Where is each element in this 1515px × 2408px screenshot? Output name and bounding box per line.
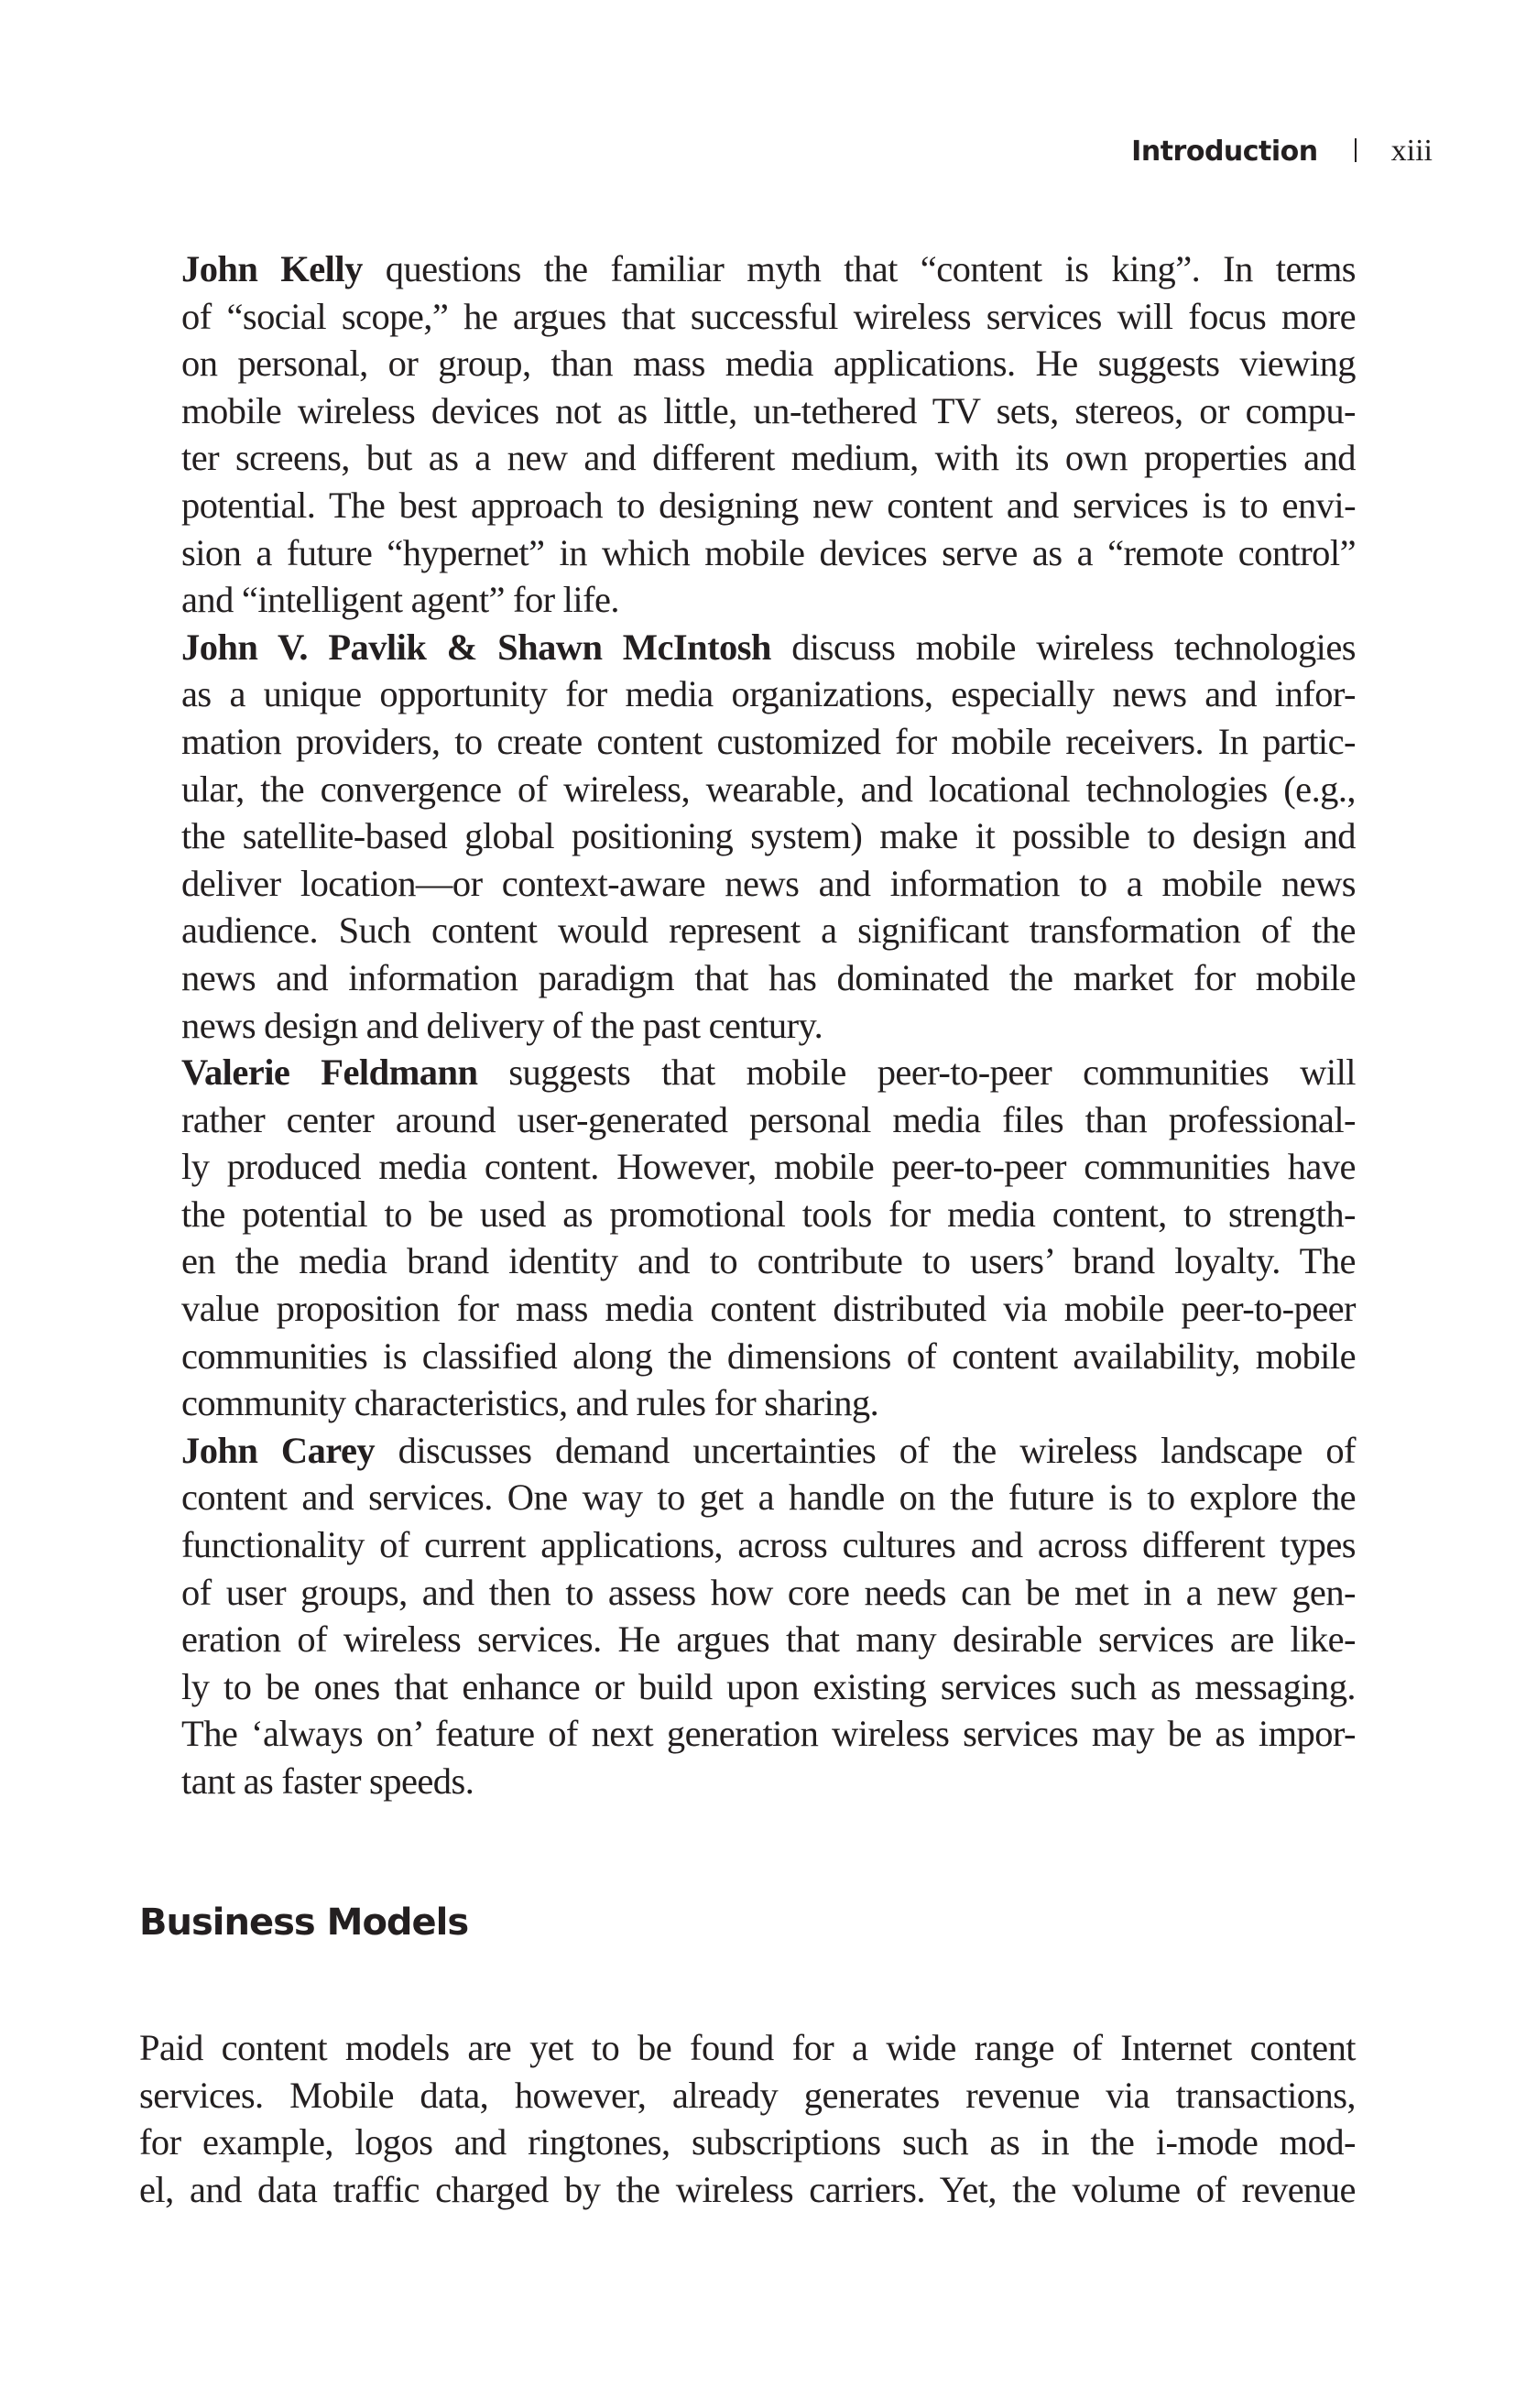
running-head: [1131, 134, 1433, 169]
running-head-separator: [1355, 138, 1357, 162]
business-models-paragraph: Paid content models are yet to be found for a wide range of Internet content services. Mobile data, however, already generates revenue via transactions, for example, logos and ringtones, subscriptions such as in the i-mode mod- el, and data traffic charged by the wireless carriers. Yet, the volume of revenue: [139, 2027, 1356, 2210]
page-number: xiii: [1390, 134, 1433, 168]
summary-paragraph-kelly: John Kelly questions the familiar myth that “content is king”. In terms of “social scope,” he argues that successful wireless services will focus more on personal, or group, than mass media applications. He suggests viewing mobile wireless devices not as little, un-tethered TV sets, stereos, or compu- ter screens, but as a new and different medium, with its own properties and potential. The best approach to designing new content and services is to envi- sion a future “hypernet” in which mobile devices serve as a “remote control” and “intelligent agent” for life.: [181, 248, 1356, 621]
author-name: John Kelly: [181, 248, 363, 289]
author-name: John V. Pavlik & Shawn McIntosh: [181, 626, 771, 668]
section-heading-business-models: Business Models: [139, 1901, 469, 1944]
running-head-section-title: Introduction: [1131, 136, 1318, 168]
summary-paragraph-carey: John Carey discusses demand uncertainties of the wireless landscape of content and services. One way to get a handle on the future is to explore the functionality of current applications, across cultures and across different types of user groups, and then to assess how core needs can be met in a new gen- eration of wireless services. He argues that many desirable services are like- ly to be ones that enhance or build upon existing services such as messaging. The ‘always on’ feature of next generation wireless services may be as impor- tant as faster speeds.: [181, 1429, 1356, 1802]
business-models-section: [139, 2024, 1356, 2213]
summary-paragraph-feldmann: Valerie Feldmann suggests that mobile peer-to-peer communities will rather center around user-generated personal media files than professional- ly produced media content. However, mobile peer-to-peer communities have the potential to be used as promotional tools for media content, to strength- en the media brand identity and to contribute to users’ brand loyalty. The value proposition for mass media content distributed via mobile peer-to-peer communities is classified along the dimensions of content availability, mobile community characteristics, and rules for sharing.: [181, 1051, 1356, 1424]
chapter-summaries: [139, 245, 1356, 1805]
author-name: Valerie Feldmann: [181, 1051, 478, 1094]
author-name: John Carey: [181, 1429, 376, 1471]
summary-paragraph-pavlik-mcintosh: John V. Pavlik & Shawn McIntosh discuss mobile wireless technologies as a unique opportunity for media organizations, especially news and infor- mation providers, to create content customized for mobile receivers. In partic- ular, the convergence of wireless, wearable, and locational technologies (e.g., the satellite-based global positioning system) make it possible to design and deliver location—or context-aware news and information to a mobile news audience. Such content would represent a significant transformation of the news and information paradigm that has dominated the market for mobile news design and delivery of the past century.: [181, 626, 1356, 1046]
